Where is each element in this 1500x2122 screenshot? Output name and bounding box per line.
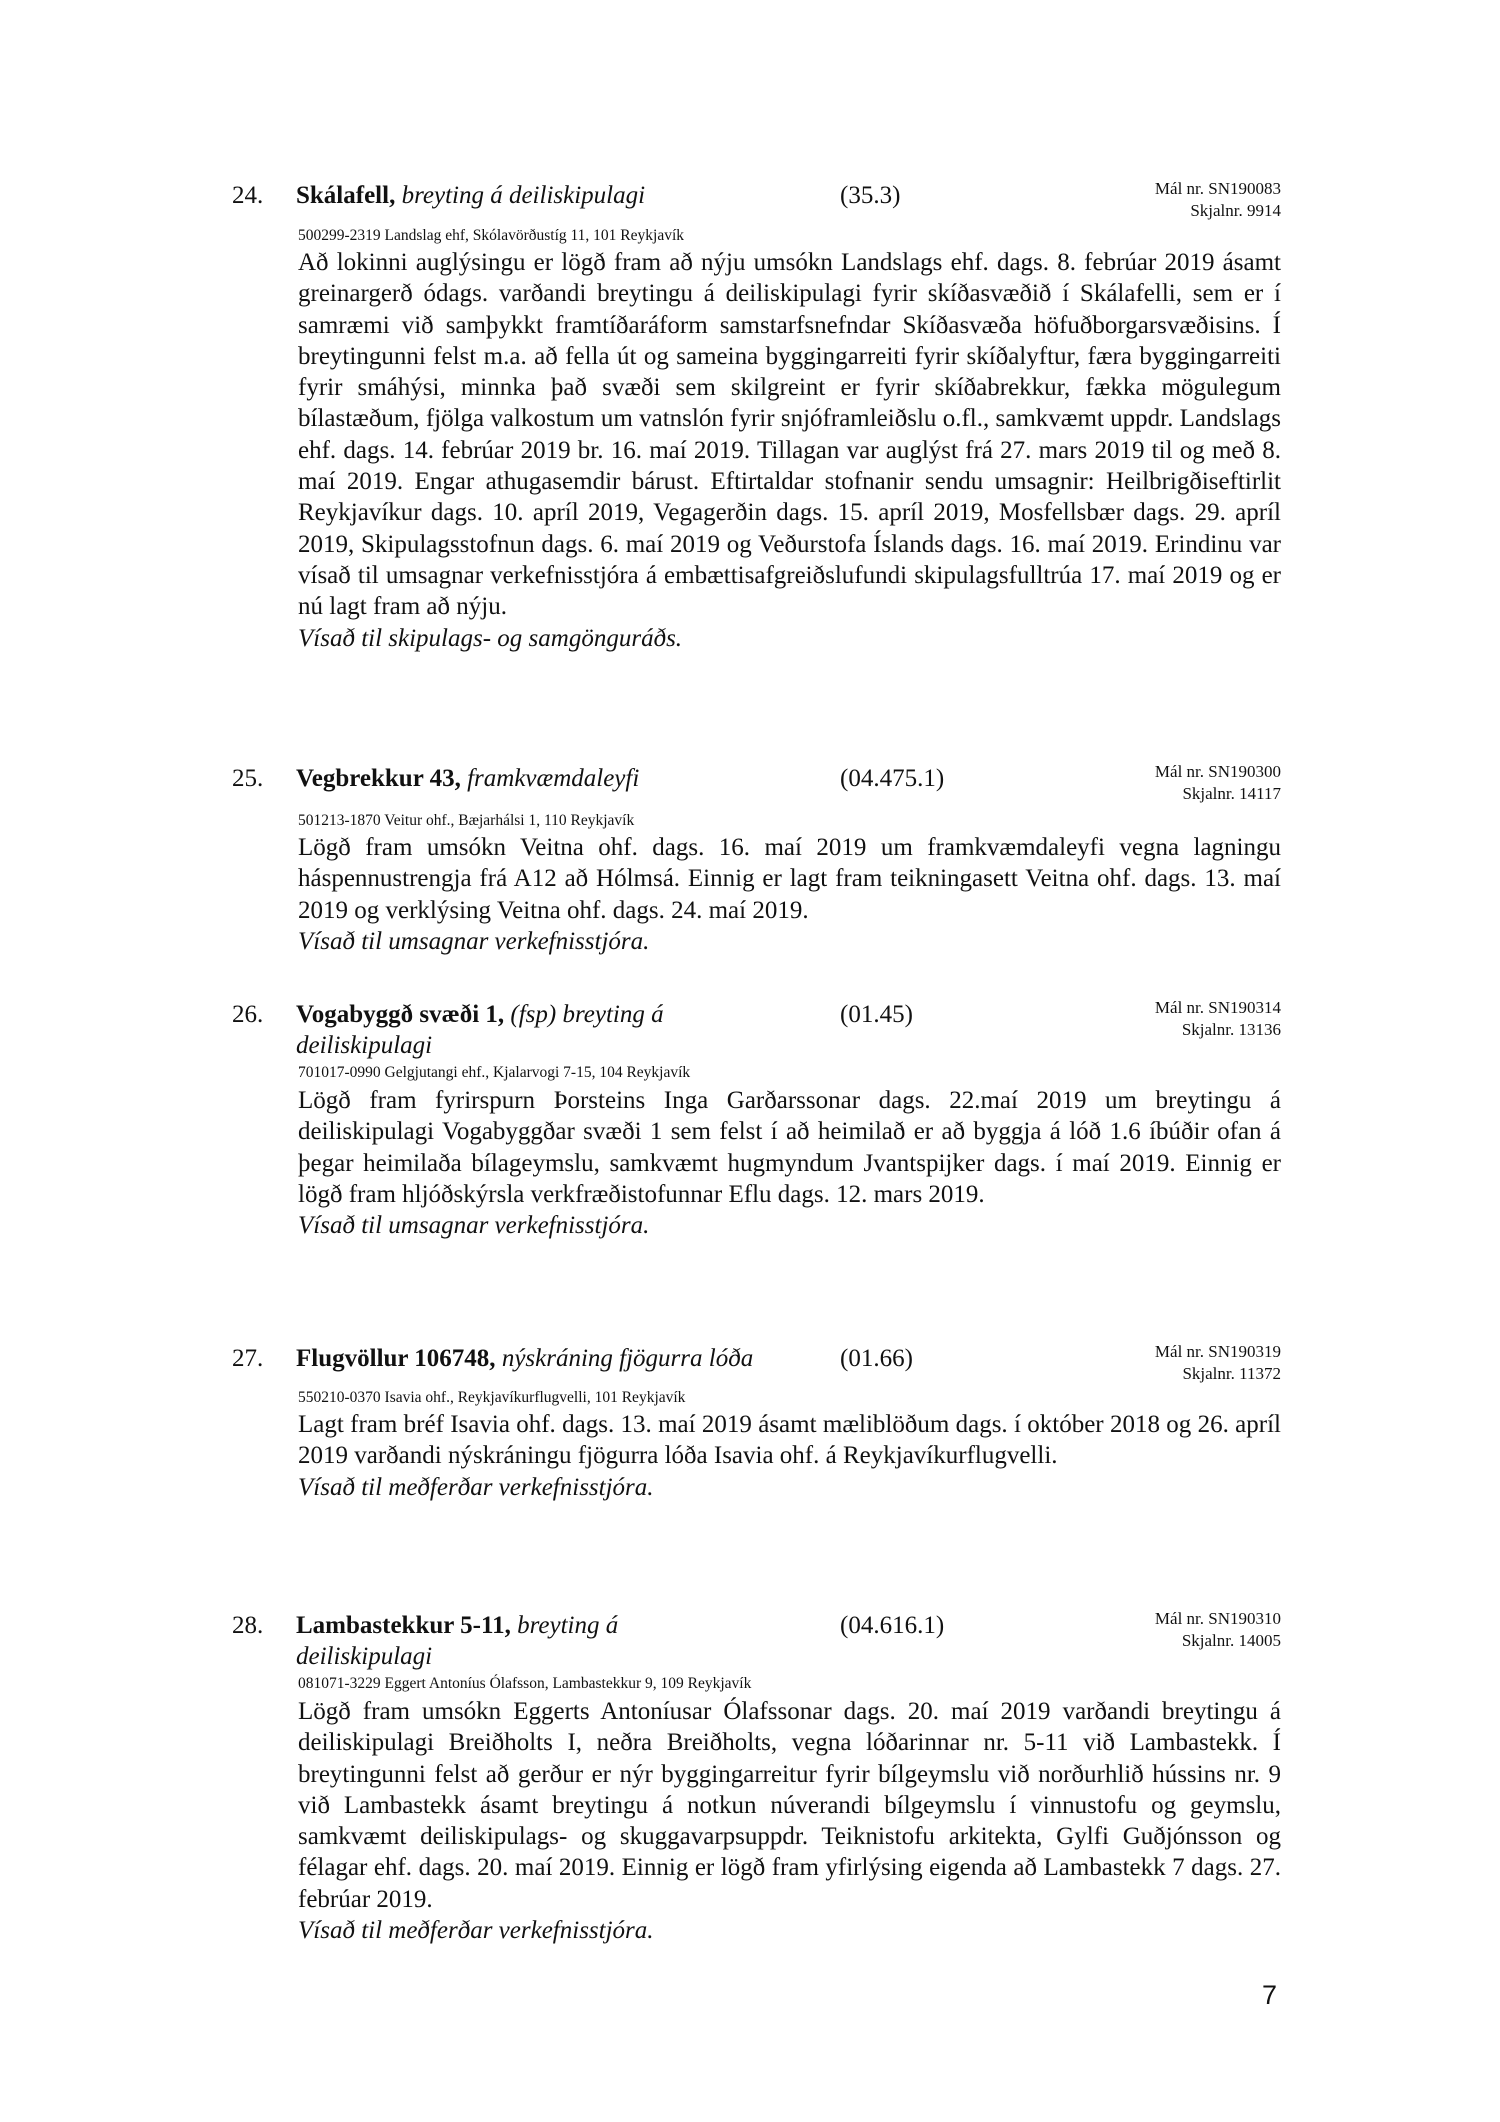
item-verdict: Vísað til meðferðar verkefnisstjóra. [298, 1917, 654, 1945]
applicant: 550210-0370 Isavia ohf., Reykjavíkurflugvelli, 101 Reykjavík [298, 1389, 686, 1406]
item-text: Lagt fram bréf Isavia ohf. dags. 13. maí 2019 ásamt mæliblöðum dags. í október 2018 og 26. apríl 2019 varðandi nýskráningu fjögurra lóða Isavia ohf. á Reykjavíkurflugvelli. [298, 1411, 1281, 1470]
item-body [298, 1409, 1281, 1503]
item-text: Lögð fram umsókn Veitna ohf. dags. 16. maí 2019 um framkvæmdaleyfi vegna lagningu háspennustrengja frá A12 að Hólmsá. Einnig er lagt fram teikningasett Veitna ohf. dags. 13. maí 2019 og verklýsing Veitna ohf. dags. 24. maí 2019. [298, 834, 1281, 924]
item-reference: (04.616.1) [840, 1612, 945, 1639]
document-number: Skjalnr. 11372 [1182, 1364, 1281, 1383]
item-title: Lambastekkur 5-11, [296, 1612, 511, 1639]
case-number: Mál nr. SN190310 [1154, 1609, 1281, 1628]
applicant: 701017-0990 Gelgjutangi ehf., Kjalarvogi 7-15, 104 Reykjavík [298, 1064, 691, 1081]
page-number: 7 [1262, 1980, 1278, 2010]
case-number: Mál nr. SN190083 [1154, 179, 1281, 198]
item-body [298, 1696, 1281, 1946]
applicant: 081071-3229 Eggert Antoníus Ólafsson, Lambastekkur 9, 109 Reykjavík [298, 1675, 752, 1692]
item-verdict: Vísað til meðferðar verkefnisstjóra. [298, 1473, 654, 1501]
item-reference: (01.45) [840, 1001, 913, 1028]
applicant: 500299-2319 Landslag ehf, Skólavörðustíg 11, 101 Reykjavík [298, 227, 685, 244]
item-title: Vogabyggð svæði 1, [296, 1001, 505, 1028]
item-text: Lögð fram umsókn Eggerts Antoníusar Ólafssonar dags. 20. maí 2019 varðandi breytingu á deiliskipulagi Breiðholts I, neðra Breiðholts, vegna lóðarinnar nr. 5-11 við Lambastekk. Í breytingunni felst að gerður er nýr byggingarreitur fyrir bílgeymslu við norðurhlið hússins nr. 9 við Lambastekk ásamt breytingu á notkun núverandi bílgeymslu í vinnustofu og geymslu, samkvæmt deiliskipulags- og skuggavarpsuppdr. Teiknistofu arkitekta, Gylfi Guðjónsson og félagar ehf. dags. 20. maí 2019. Einnig er lögð fram yfirlýsing eigenda að Lambastekk 7 dags. 27. febrúar 2019. [298, 1698, 1281, 1913]
item-number: 26. [232, 1001, 264, 1028]
item-subtitle: nýskráning fjögurra lóða [501, 1345, 754, 1372]
item-heading [296, 1610, 736, 1672]
item-number: 27. [232, 1345, 264, 1372]
item-reference: (35.3) [840, 182, 901, 209]
item-verdict: Vísað til skipulags- og samgönguráðs. [298, 624, 683, 652]
item-number: 28. [232, 1612, 264, 1639]
document-number: Skjalnr. 14005 [1181, 1631, 1281, 1650]
item-subtitle: framkvæmdaleyfi [467, 765, 640, 792]
item-verdict: Vísað til umsagnar verkefnisstjóra. [298, 1212, 650, 1240]
case-numbers [1155, 761, 1281, 805]
item-heading [296, 1343, 856, 1374]
case-numbers [1155, 178, 1281, 222]
item-subtitle: (fsp) breyting á deiliskipulagi [296, 1001, 664, 1059]
case-numbers [1155, 1341, 1281, 1385]
case-number: Mál nr. SN190319 [1154, 1342, 1281, 1361]
applicant: 501213-1870 Veitur ohf., Bæjarhálsi 1, 110 Reykjavík [298, 812, 635, 829]
document-number: Skjalnr. 13136 [1181, 1020, 1281, 1039]
case-numbers [1155, 997, 1281, 1041]
item-body [298, 247, 1281, 654]
item-text: Að lokinni auglýsingu er lögð fram að nýju umsókn Landslags ehf. dags. 8. febrúar 2019 ásamt greinargerð ódags. varðandi breytingu á deiliskipulagi fyrir skíðasvæðið í Skálafelli, sem er í samræmi við samþykkt framtíðaráform samstarfsnefndar Skíðasvæða höfuðborgarsvæðisins. Í breytingunni felst m.a. að fella út og sameina byggingarreiti fyrir skíðalyftur, færa byggingarreiti fyrir smáhýsi, minnka það svæði sem skilgreint er fyrir skíðabrekkur, fækka mögulegum bílastæðum, fjölga valkostum um vatnslón fyrir snjóframleiðslu o.fl., samkvæmt uppdr. Landslags ehf. dags. 14. febrúar 2019 br. 16. maí 2019. Tillagan var auglýst frá 27. mars 2019 til og með 8. maí 2019. Engar athugasemdir bárust. Eftirtaldar stofnanir sendu umsagnir: Heilbrigðiseftirlit Reykjavíkur dags. 10. apríl 2019, Vegagerðin dags. 15. apríl 2019, Mosfellsbær dags. 29. apríl 2019, Skipulagsstofnun dags. 6. maí 2019 og Veðurstofa Íslands dags. 16. maí 2019. Erindinu var vísað til umsagnar verkefnisstjóra á embættisafgreiðslufundi skipulagsfulltrúa 17. maí 2019 og er nú lagt fram að nýju. [298, 249, 1281, 621]
item-reference: (01.66) [840, 1345, 913, 1372]
item-reference: (04.475.1) [840, 765, 945, 792]
document-number: Skjalnr. 14117 [1182, 784, 1281, 803]
item-text: Lögð fram fyrirspurn Þorsteins Inga Garðarssonar dags. 22.maí 2019 um breytingu á deiliskipulagi Vogabyggðar svæði 1 sem felst í að heimilað er að byggja á lóð 1.6 íbúðir ofan á þegar heimilaða bílageymslu, samkvæmt hugmyndum Jvantspijker dags. í maí 2019. Einnig er lögð fram hljóðskýrsla verkfræðistofunnar Eflu dags. 12. mars 2019. [298, 1087, 1281, 1208]
item-body [298, 1085, 1281, 1241]
item-title: Flugvöllur 106748, [296, 1345, 496, 1372]
case-number: Mál nr. SN190300 [1154, 762, 1281, 781]
item-number: 25. [232, 765, 264, 792]
case-number: Mál nr. SN190314 [1154, 998, 1281, 1017]
document-number: Skjalnr. 9914 [1190, 201, 1281, 220]
item-heading [296, 999, 736, 1061]
item-heading [296, 180, 856, 211]
item-title: Vegbrekkur 43, [296, 765, 461, 792]
item-body [298, 832, 1281, 957]
case-numbers [1155, 1608, 1281, 1652]
item-title: Skálafell, [296, 182, 396, 209]
item-subtitle: breyting á deiliskipulagi [296, 1612, 619, 1670]
item-number: 24. [232, 182, 264, 209]
item-heading [296, 763, 856, 794]
item-verdict: Vísað til umsagnar verkefnisstjóra. [298, 927, 650, 955]
item-subtitle: breyting á deiliskipulagi [401, 182, 646, 209]
